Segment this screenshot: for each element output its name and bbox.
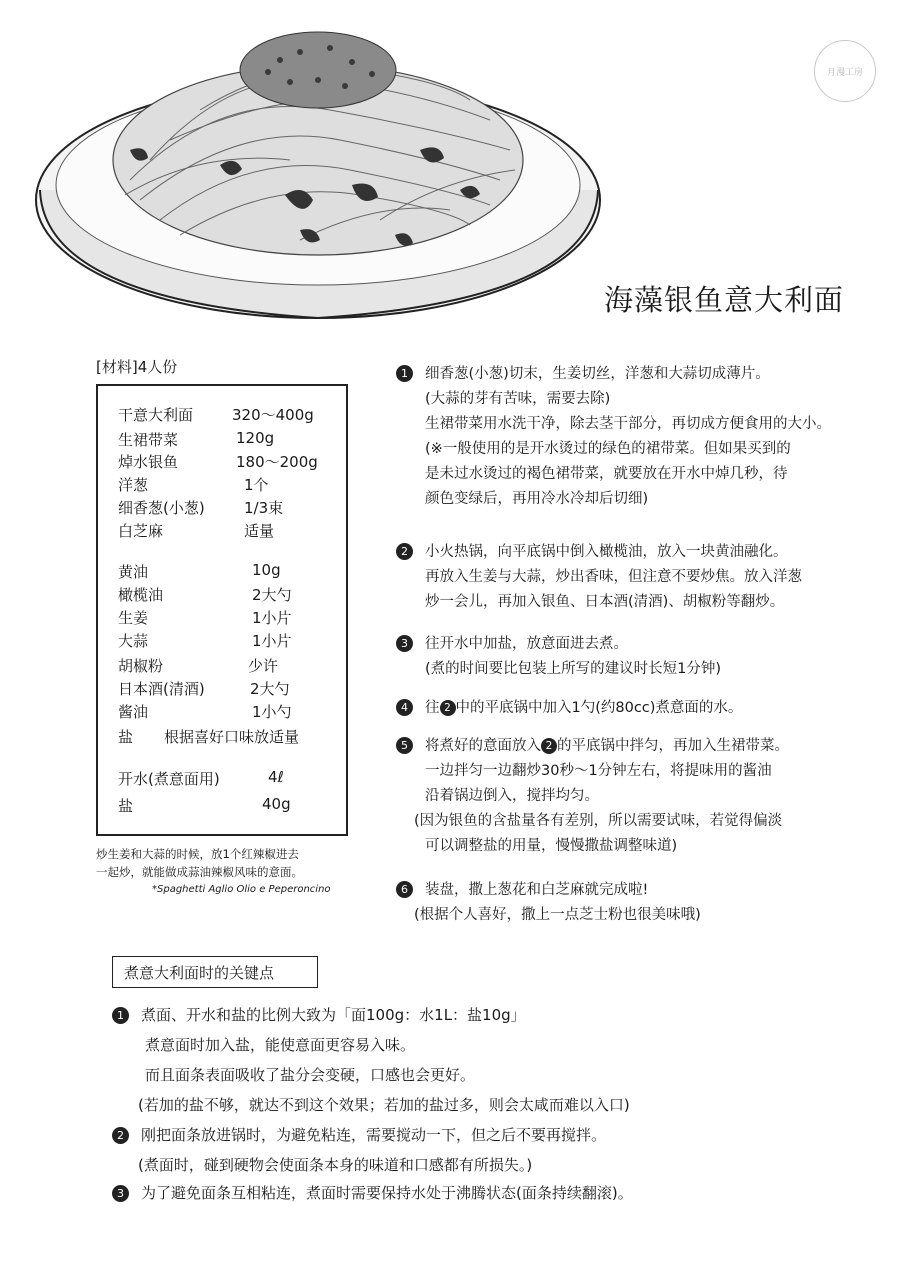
ingredient-amount: 4ℓ: [268, 768, 284, 786]
step-text: 细香葱(小葱)切末，生姜切丝，洋葱和大蒜切成薄片。: [425, 366, 770, 382]
step-text: 可以调整盐的用量，慢慢撒盐调整味道): [425, 838, 678, 854]
ingredient-name: 胡椒粉: [118, 657, 164, 675]
ingredient-amount: 320～400g: [232, 406, 314, 424]
key-point-2: [112, 1120, 892, 1180]
key-point-number: 3: [112, 1185, 129, 1202]
step-text: (※一般使用的是开水烫过的绿色的裙带菜。但如果买到的: [425, 441, 791, 457]
key-point-text: 而且面条表面吸收了盐分会变硬，口感也会更好。: [145, 1066, 476, 1084]
ingredient-amount: 40g: [262, 795, 291, 813]
ingredient-amount: 1个: [244, 476, 269, 494]
ingredient-amount: 1小片: [252, 632, 292, 650]
step-number: 1: [396, 365, 413, 382]
key-point-text: (若加的盐不够，就达不到这个效果；若加的盐过多，则会太咸而难以入口): [138, 1096, 630, 1114]
step-number: 4: [396, 699, 413, 716]
step-text: (根据个人喜好，撒上一点芝士粉也很美味哦): [414, 907, 701, 923]
key-points-heading: 煮意大利面时的关键点: [124, 964, 275, 982]
ingredient-name: 日本酒(清酒): [118, 680, 205, 698]
step-text: 一边拌匀一边翻炒30秒～1分钟左右，将提味用的酱油: [425, 763, 772, 779]
step-text: 颜色变绿后，再用冷水冷却后切细): [425, 491, 649, 507]
step-text: 装盘，撒上葱花和白芝麻就完成啦!: [425, 882, 649, 898]
step-text: 再放入生姜与大蒜，炒出香味，但注意不要炒焦。放入洋葱: [425, 569, 802, 585]
step-number: 2: [396, 543, 413, 560]
key-point-1: [112, 1000, 892, 1120]
ingredient-name: 细香葱(小葱): [118, 499, 205, 517]
step-2: [396, 540, 896, 615]
step-text: (大蒜的芽有苦味，需要去除): [425, 391, 611, 407]
step-text: 是未过水烫过的褐色裙带菜，就要放在开水中焯几秒，待: [425, 466, 788, 482]
step-number: 3: [396, 635, 413, 652]
step-text: (煮的时间要比包装上所写的建议时长短1分钟): [425, 661, 722, 677]
ingredient-name: 大蒜: [118, 632, 149, 650]
step-5: [396, 734, 896, 859]
step-6: [396, 878, 896, 928]
ingredient-amount: 根据喜好口味放适量: [164, 728, 300, 746]
ingredient-name: 生裙带菜: [118, 431, 179, 449]
step-text: 的平底锅中拌匀，再加入生裙带菜。: [557, 738, 789, 754]
ingredient-name: 盐: [118, 728, 134, 746]
step-text: 中的平底锅中加入1勺(约80cc)煮意面的水。: [455, 700, 743, 716]
key-point-number: 1: [112, 1007, 129, 1024]
key-point-text: (煮面时，碰到硬物会使面条本身的味道和口感都有所损失。): [138, 1156, 533, 1174]
step-text: 往: [425, 700, 440, 716]
ingredient-amount: 120g: [236, 429, 275, 447]
tip-line: 炒生姜和大蒜的时候，放1个红辣椒进去: [96, 847, 299, 861]
ingredient-amount: 2大勺: [252, 586, 292, 604]
step-text: 炒一会儿，再加入银鱼、日本酒(清酒)、胡椒粉等翻炒。: [425, 594, 785, 610]
ingredient-amount: 180～200g: [236, 453, 318, 471]
ingredient-amount: 2大勺: [250, 680, 290, 698]
tip-dish-name: *Spaghetti Aglio Olio e Peperoncino: [152, 884, 331, 895]
step-number: 6: [396, 881, 413, 898]
key-point-text: 刚把面条放进锅时，为避免粘连，需要搅动一下，但之后不要再搅拌。: [141, 1126, 607, 1144]
ingredient-amount: 1小勺: [252, 703, 292, 721]
key-point-text: 煮面、开水和盐的比例大致为「面100g：水1L：盐10g」: [141, 1006, 526, 1024]
key-point-3: [112, 1178, 892, 1208]
step-1: [396, 362, 896, 512]
ingredient-name: 白芝麻: [118, 522, 164, 540]
key-point-number: 2: [112, 1127, 129, 1144]
tip-line: 一起炒，就能做成蒜油辣椒风味的意面。: [96, 865, 303, 879]
step-reference-number: 2: [440, 700, 456, 716]
key-point-text: 为了避免面条互相粘连，煮面时需要保持水处于沸腾状态(面条持续翻滚)。: [141, 1184, 633, 1202]
step-text: 沿着锅边倒入，搅拌均匀。: [425, 788, 599, 804]
step-text: (因为银鱼的含盐量各有差别，所以需要试味，若觉得偏淡: [414, 813, 783, 829]
ingredient-amount: 1/3束: [244, 499, 284, 517]
ingredient-amount: 1小片: [252, 609, 292, 627]
ingredient-name: 洋葱: [118, 476, 149, 494]
step-reference-number: 2: [541, 738, 557, 754]
ingredient-amount: 10g: [252, 561, 281, 579]
ingredient-name: 生姜: [118, 609, 149, 627]
ingredient-amount: 少许: [248, 657, 279, 675]
watermark-stamp: 月漫工房: [814, 40, 876, 102]
ingredient-name: 干意大利面: [118, 406, 194, 424]
ingredient-name: 黄油: [118, 563, 149, 581]
ingredient-name: 酱油: [118, 703, 149, 721]
scallion-topping: [240, 32, 396, 108]
ingredient-name: 开水(煮意面用): [118, 770, 220, 788]
ingredient-name: 盐: [118, 797, 134, 815]
ingredients-heading: [材料]4人份: [96, 358, 178, 376]
key-point-text: 煮意面时加入盐，能使意面更容易入味。: [145, 1036, 416, 1054]
step-text: 将煮好的意面放入: [425, 738, 541, 754]
ingredient-name: 橄榄油: [118, 586, 164, 604]
step-text: 生裙带菜用水洗干净，除去茎干部分，再切成方便食用的大小。: [425, 416, 831, 432]
ingredient-name: 焯水银鱼: [118, 453, 179, 471]
step-text: 往开水中加盐，放意面进去煮。: [425, 636, 628, 652]
ingredient-amount: 适量: [244, 522, 275, 540]
step-4: [396, 696, 896, 721]
step-number: 5: [396, 737, 413, 754]
step-text: 小火热锅，向平底锅中倒入橄榄油，放入一块黄油融化。: [425, 544, 788, 560]
recipe-title: 海藻银鱼意大利面: [604, 283, 845, 317]
step-3: [396, 632, 896, 682]
